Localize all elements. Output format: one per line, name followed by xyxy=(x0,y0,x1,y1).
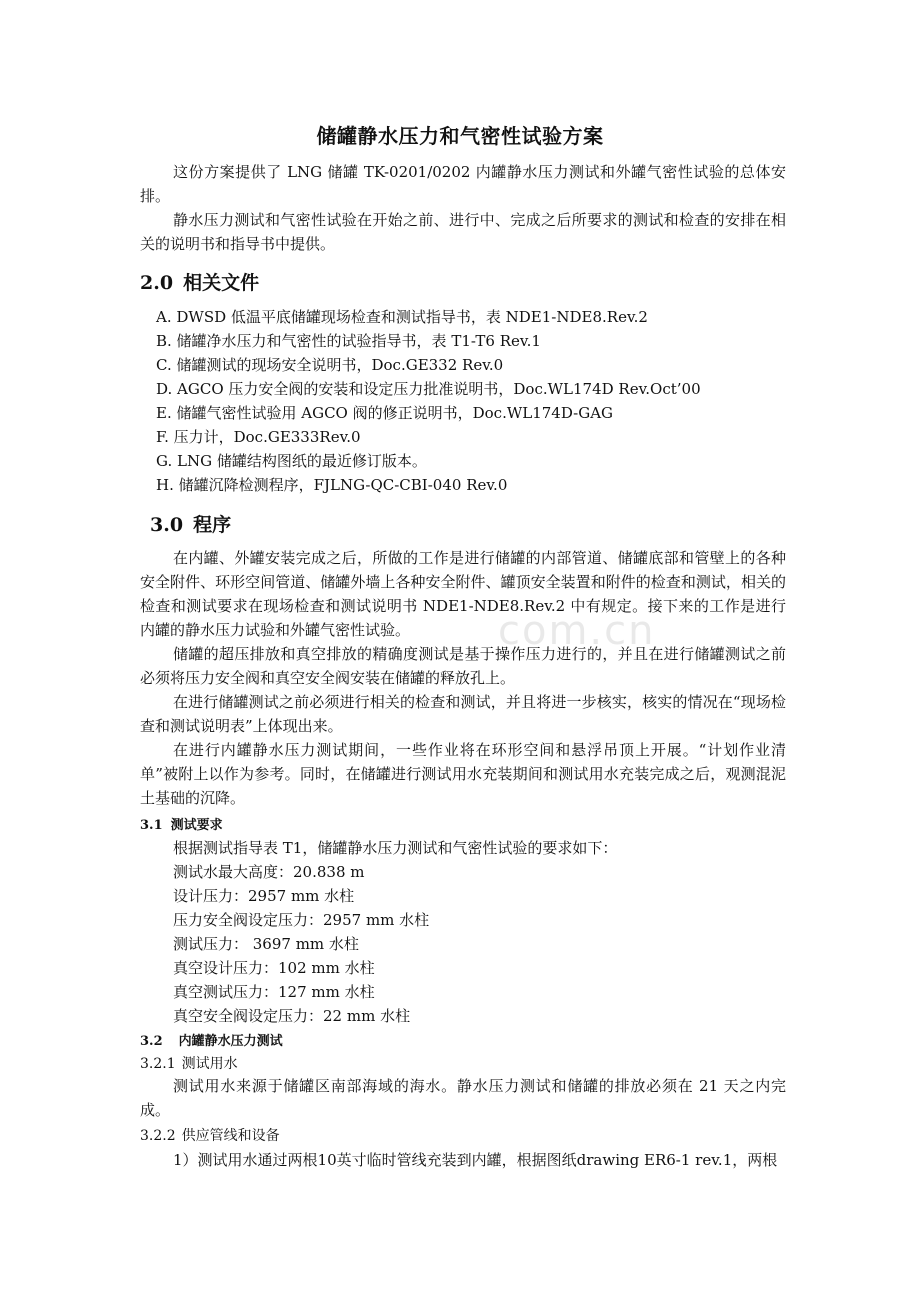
reference-item-e: E. 储罐气密性试验用 AGCO 阀的修正说明书，Doc.WL174D-GAG xyxy=(156,404,614,422)
procedure-paragraph-4: 在进行内罐静水压力测试期间，一些作业将在环形空间和悬浮吊顶上开展。“计划作业清单”被附上以作为参考。同时，在储罐进行测试用水充装期间和测试用水充装完成之后，观测混泥土基础的沉降。 xyxy=(140,741,786,807)
test-water-paragraph: 测试用水来源于储罐区南部海域的海水。静水压力测试和储罐的排放必须在 21 天之内完成。 xyxy=(140,1077,786,1119)
reference-item-a: A. DWSD 低温平底储罐现场检查和测试指导书，表 NDE1-NDE8.Rev.2 xyxy=(156,308,648,326)
requirement-max-water-height: 测试水最大高度：20.838 m xyxy=(173,863,365,881)
section-3-2-2-number: 3.2.2 xyxy=(140,1128,176,1144)
intro-paragraph-1: 这份方案提供了 LNG 储罐 TK-0201/0202 内罐静水压力测试和外罐气密性试验的总体安排。 xyxy=(140,163,786,205)
section-3-2-title: 内罐静水压力测试 xyxy=(178,1034,283,1049)
section-3-1-number: 3.1 xyxy=(140,818,163,833)
requirement-test-pressure: 测试压力： 3697 mm 水柱 xyxy=(173,935,359,953)
section-3-1-title: 测试要求 xyxy=(170,818,223,833)
section-3-2-2-title: 供应管线和设备 xyxy=(181,1128,280,1144)
reference-item-d: D. AGCO 压力安全阀的安装和设定压力批准说明书，Doc.WL174D Rev.Oct’00 xyxy=(156,380,701,398)
procedure-paragraph-3: 在进行储罐测试之前必须进行相关的检查和测试，并且将进一步核实，核实的情况在“现场检查和测试说明表”上体现出来。 xyxy=(140,693,786,735)
section-3-2-1-number: 3.2.1 xyxy=(140,1056,176,1072)
section-2-title: 相关文件 xyxy=(183,272,260,294)
supply-lines-paragraph: 1）测试用水通过两根10英寸临时管线充装到内罐，根据图纸drawing ER6-1 rev.1，两根 xyxy=(173,1151,778,1169)
reference-item-b: B. 储罐净水压力和气密性的试验指导书，表 T1-T6 Rev.1 xyxy=(156,332,541,350)
section-3-title: 程序 xyxy=(193,514,232,536)
requirements-lead: 根据测试指导表 T1，储罐静水压力测试和气密性试验的要求如下： xyxy=(173,839,618,857)
section-3-2-heading xyxy=(140,1030,283,1049)
section-3-1-heading xyxy=(140,814,223,833)
document-title: 储罐静水压力和气密性试验方案 xyxy=(316,124,604,148)
section-3-2-1-title: 测试用水 xyxy=(181,1056,238,1072)
section-3-2-2-heading xyxy=(140,1125,280,1145)
section-2-number: 2.0 xyxy=(140,272,174,294)
reference-item-c: C. 储罐测试的现场安全说明书，Doc.GE332 Rev.0 xyxy=(156,356,504,374)
requirement-vacuum-test-pressure: 真空测试压力：127 mm 水柱 xyxy=(173,983,375,1001)
procedure-paragraph-1: 在内罐、外罐安装完成之后，所做的工作是进行储罐的内部管道、储罐底部和管壁上的各种安全附件、环形空间管道、储罐外墙上各种安全附件、罐顶安全装置和附件的检查和测试，相关的检查和测试要求在现场检查和测试说明书 NDE1-NDE8.Rev.2 中有规定。接下来的工作是进行内罐的静水压力试验和外罐气密性试验。 xyxy=(140,549,786,639)
reference-item-g: G. LNG 储罐结构图纸的最近修订版本。 xyxy=(156,452,427,470)
requirement-vacuum-design-pressure: 真空设计压力：102 mm 水柱 xyxy=(173,959,375,977)
section-3-number: 3.0 xyxy=(150,514,184,536)
intro-paragraph-2: 静水压力测试和气密性试验在开始之前、进行中、完成之后所要求的测试和检查的安排在相关的说明书和指导书中提供。 xyxy=(140,211,786,253)
section-3-2-number: 3.2 xyxy=(140,1034,163,1049)
procedure-paragraph-2: 储罐的超压排放和真空排放的精确度测试是基于操作压力进行的，并且在进行储罐测试之前必须将压力安全阀和真空安全阀安装在储罐的释放孔上。 xyxy=(140,645,786,687)
reference-item-f: F. 压力计，Doc.GE333Rev.0 xyxy=(156,428,361,446)
requirement-psv-set-pressure: 压力安全阀设定压力：2957 mm 水柱 xyxy=(173,911,430,929)
requirement-design-pressure: 设计压力：2957 mm 水柱 xyxy=(173,887,355,905)
section-3-heading xyxy=(150,510,231,537)
requirement-vsv-set-pressure: 真空安全阀设定压力：22 mm 水柱 xyxy=(173,1007,411,1025)
section-2-heading xyxy=(140,268,259,295)
section-3-2-1-heading xyxy=(140,1053,238,1073)
reference-item-h: H. 储罐沉降检测程序，FJLNG-QC-CBI-040 Rev.0 xyxy=(156,476,508,494)
watermark: com.cn xyxy=(498,608,656,654)
